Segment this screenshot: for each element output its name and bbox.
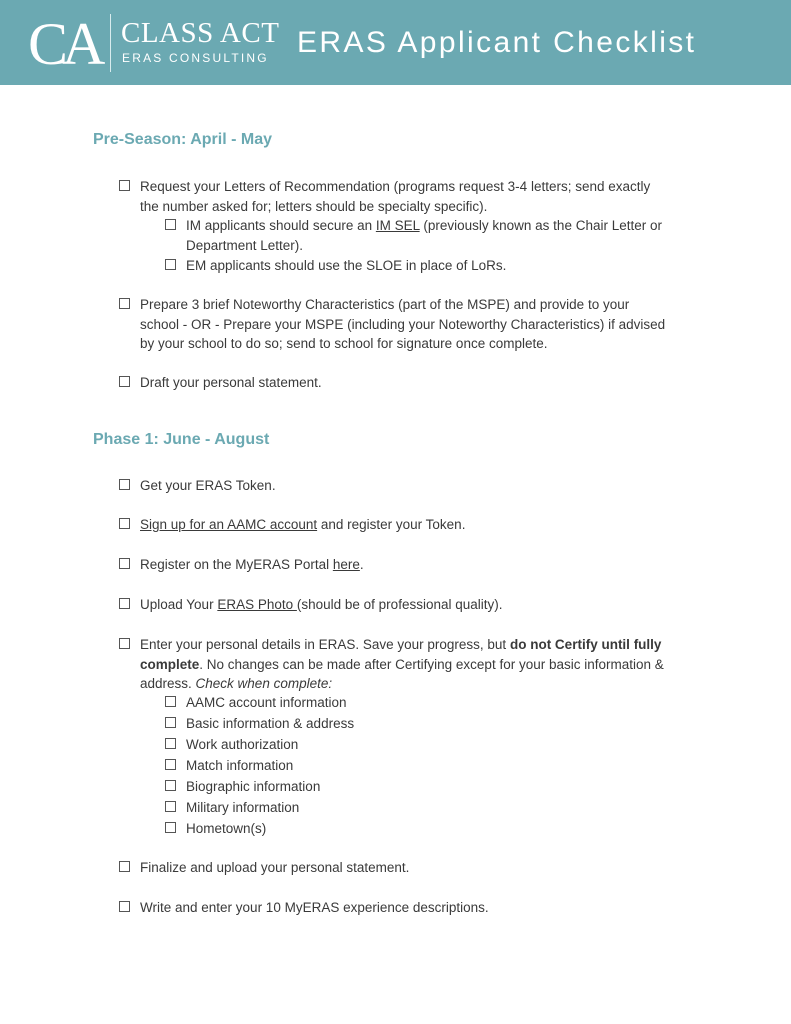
page-title: ERAS Applicant Checklist <box>297 26 697 59</box>
item-text <box>140 635 664 694</box>
item-text-segment: and register your Token. <box>317 517 466 532</box>
im-sel-link[interactable]: IM SEL <box>375 218 420 233</box>
item-text-line: the number asked for; letters should be specialty specific). <box>140 198 488 214</box>
item-text: Draft your personal statement. <box>140 375 322 390</box>
item-text: Write and enter your 10 MyERAS experience descriptions. <box>140 900 489 915</box>
checkbox[interactable] <box>165 696 176 707</box>
portal-here-link[interactable]: here <box>332 557 360 572</box>
checkbox[interactable] <box>165 717 176 728</box>
item-text-segment: . No changes can be made after Certifying except for your basic information & <box>199 656 664 672</box>
item-text-segment: address. <box>140 676 196 691</box>
checkbox[interactable] <box>165 780 176 791</box>
logo-subtitle: ERAS CONSULTING <box>122 51 269 65</box>
checkbox[interactable] <box>119 861 130 872</box>
item-text-line: by your school to do so; send to school for signature once complete. <box>140 336 548 351</box>
checkbox[interactable] <box>119 901 130 912</box>
item-text-segment: (previously known as the Chair Letter or <box>419 218 662 233</box>
checkbox[interactable] <box>119 479 130 490</box>
item-text: Hometown(s) <box>186 821 267 836</box>
item-text: Get your ERAS Token. <box>140 478 276 493</box>
item-text-line: school - OR - Prepare your MSPE (including your Noteworthy Characteristics) if advised <box>140 316 666 332</box>
item-text: EM applicants should use the SLOE in place of LoRs. <box>186 258 507 273</box>
checkbox[interactable] <box>165 738 176 749</box>
checkbox[interactable] <box>165 801 176 812</box>
item-text-segment: Register on the MyERAS Portal <box>140 557 333 572</box>
logo-name: CLASS ACT <box>121 17 280 49</box>
item-text-line: Prepare 3 brief Noteworthy Characteristics (part of the MSPE) and provide to your <box>140 297 630 312</box>
item-text-segment: IM applicants should secure an <box>186 218 376 233</box>
checkbox[interactable] <box>119 180 130 191</box>
section-heading-preseason: Pre-Season: April - May <box>93 131 273 148</box>
header-banner <box>0 0 791 85</box>
item-text <box>140 177 650 216</box>
item-text: Finalize and upload your personal statement. <box>140 860 410 875</box>
checkbox[interactable] <box>165 219 176 230</box>
item-text-segment: . <box>359 557 364 572</box>
item-text: Work authorization <box>186 737 299 752</box>
checkbox[interactable] <box>165 822 176 833</box>
item-text: Military information <box>186 800 300 815</box>
checkbox[interactable] <box>119 298 130 309</box>
checkbox[interactable] <box>119 638 130 649</box>
item-text <box>186 216 662 255</box>
checkbox[interactable] <box>119 518 130 529</box>
checkbox[interactable] <box>119 558 130 569</box>
item-text <box>140 555 364 575</box>
aamc-account-link[interactable]: Sign up for an AAMC account <box>140 517 318 532</box>
logo-monogram-text: CA <box>28 11 100 74</box>
item-text: Match information <box>186 758 294 773</box>
checkbox[interactable] <box>165 259 176 270</box>
item-text <box>140 595 503 615</box>
item-text-bold: do not Certify until fully <box>509 637 662 652</box>
item-text <box>140 295 665 354</box>
section-heading-phase1: Phase 1: June - August <box>93 431 270 448</box>
item-text-line: Request your Letters of Recommendation (programs request 3-4 letters; send exactly <box>140 179 651 194</box>
item-text-italic: Check when complete: <box>195 676 333 691</box>
item-text-bold: complete <box>140 656 200 672</box>
item-text: Biographic information <box>186 779 321 794</box>
eras-photo-link[interactable]: ERAS Photo <box>217 597 297 612</box>
checkbox[interactable] <box>119 598 130 609</box>
item-text: Basic information & address <box>186 716 355 731</box>
class-act-logo-monogram <box>28 8 110 74</box>
item-text-segment: Upload Your <box>140 597 218 612</box>
item-text: AAMC account information <box>186 695 347 710</box>
item-text-segment: Enter your personal details in ERAS. Save your progress, but <box>140 637 510 652</box>
item-text-line: Department Letter). <box>186 237 304 253</box>
item-text-segment: (should be of professional quality). <box>296 597 503 612</box>
logo-divider <box>110 14 111 72</box>
item-text <box>140 515 465 535</box>
checkbox[interactable] <box>119 376 130 387</box>
checkbox[interactable] <box>165 759 176 770</box>
